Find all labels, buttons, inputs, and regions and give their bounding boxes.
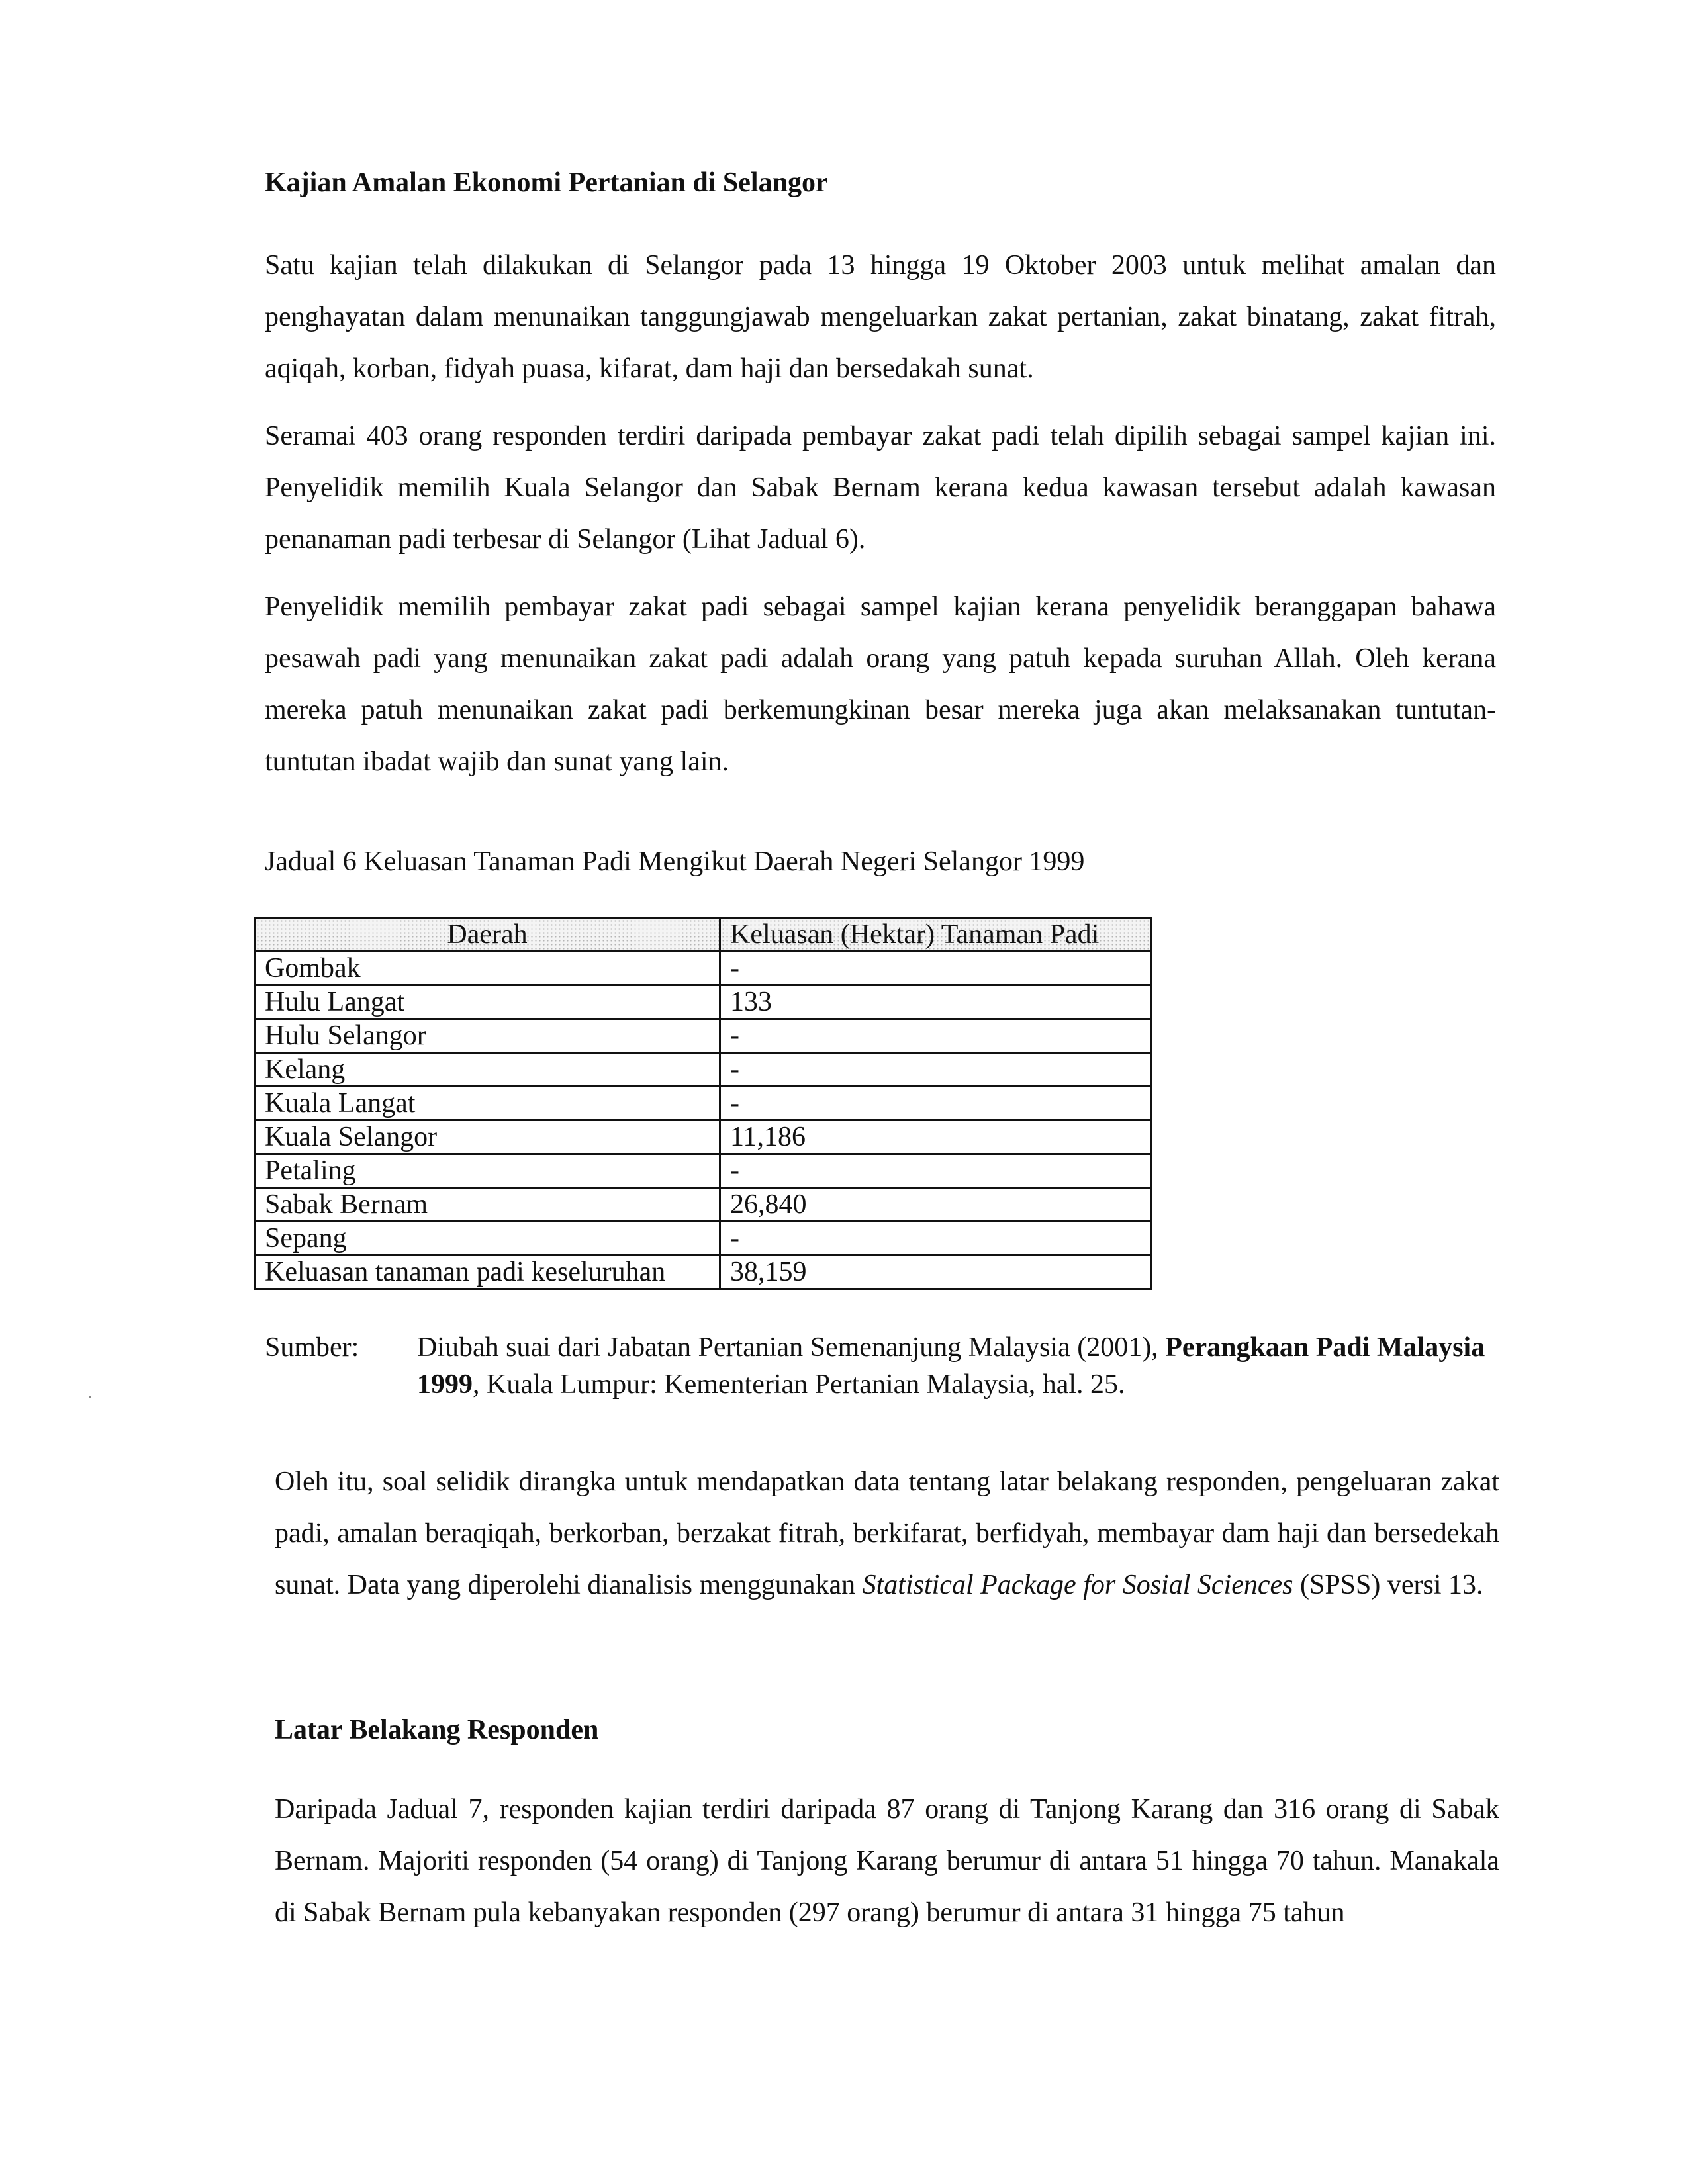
table-row <box>255 1019 1151 1053</box>
district-cell: Kuala Selangor <box>255 1120 720 1154</box>
column-header-area: Keluasan (Hektar) Tanaman Padi <box>720 918 1151 952</box>
area-cell: 26,840 <box>720 1188 1151 1222</box>
table-row <box>255 985 1151 1019</box>
table-header-row <box>255 918 1151 952</box>
total-label-cell: Keluasan tanaman padi keseluruhan <box>255 1255 720 1289</box>
method-text: Oleh itu, soal selidik dirangka untuk mendapatkan data tentang latar belakang responden, pengeluaran zakat padi, amalan beraqiqah, berkorban, berzakat fitrah, berkifarat, berfidyah, membayar dam haji dan bersedekah sunat. Data yang diperolehi dianalisis menggunakan <box>275 1467 1499 1600</box>
table-row <box>255 952 1151 985</box>
source-text: Diubah suai dari Jabatan Pertanian Semenanjung Malaysia (2001), <box>417 1332 1166 1363</box>
area-cell: 133 <box>720 985 1151 1019</box>
district-cell: Kelang <box>255 1053 720 1087</box>
rice-area-table <box>254 917 1152 1290</box>
area-cell: - <box>720 1019 1151 1053</box>
paragraph-respondents: Daripada Jadual 7, responden kajian terdiri daripada 87 orang di Tanjong Karang dan 316 orang di Sabak Bernam. Majoriti responden (54 orang) di Tanjong Karang berumur di antara 51 hingga 70 tahun. Manakala di Sabak Bernam pula kebanyakan responden (297 orang) berumur di antara 31 hingga 75 tahun <box>275 1794 1499 1928</box>
software-name: Statistical Package for Sosial Sciences <box>862 1570 1293 1600</box>
source-label: Sumber: <box>265 1332 359 1363</box>
area-cell: - <box>720 1087 1151 1120</box>
district-cell: Hulu Langat <box>255 985 720 1019</box>
area-cell: - <box>720 1053 1151 1087</box>
paragraph-sample: Seramai 403 orang responden terdiri daripada pembayar zakat padi telah dipilih sebagai sampel kajian ini. Penyelidik memilih Kuala Selangor dan Sabak Bernam kerana kedua kawasan tersebut adalah kawasan penanaman padi terbesar di Selangor (Lihat Jadual 6). <box>265 421 1496 555</box>
area-cell: 11,186 <box>720 1120 1151 1154</box>
document-title: Kajian Amalan Ekonomi Pertanian di Selangor <box>265 167 828 198</box>
total-value-cell: 38,159 <box>720 1255 1151 1289</box>
source-citation <box>417 1329 1509 1403</box>
paragraph-intro: Satu kajian telah dilakukan di Selangor pada 13 hingga 19 Oktober 2003 untuk melihat amalan dan penghayatan dalam menunaikan tanggungjawab mengeluarkan zakat pertanian, zakat binatang, zakat fitrah, aqiqah, korban, fidyah puasa, kifarat, dam haji dan bersedakah sunat. <box>265 250 1496 384</box>
district-cell: Sabak Bernam <box>255 1188 720 1222</box>
table-total-row <box>255 1255 1151 1289</box>
district-cell: Petaling <box>255 1154 720 1188</box>
source-text-after: , Kuala Lumpur: Kementerian Pertanian Malaysia, hal. 25. <box>473 1369 1125 1400</box>
table-row <box>255 1188 1151 1222</box>
table-caption: Jadual 6 Keluasan Tanaman Padi Mengikut Daerah Negeri Selangor 1999 <box>265 846 1085 877</box>
paragraph-method <box>275 1456 1499 1611</box>
table-row <box>255 1087 1151 1120</box>
district-cell: Kuala Langat <box>255 1087 720 1120</box>
table-row <box>255 1222 1151 1255</box>
table-row <box>255 1053 1151 1087</box>
district-cell: Hulu Selangor <box>255 1019 720 1053</box>
area-cell: - <box>720 952 1151 985</box>
paragraph-rationale: Penyelidik memilih pembayar zakat padi sebagai sampel kajian kerana penyelidik beranggapan bahawa pesawah padi yang menunaikan zakat padi adalah orang yang patuh kepada suruhan Allah. Oleh kerana mereka patuh menunaikan zakat padi berkemungkinan besar mereka juga akan melaksanakan tuntutan-tuntutan ibadat wajib dan sunat yang lain. <box>265 592 1496 777</box>
area-cell: - <box>720 1222 1151 1255</box>
section-heading: Latar Belakang Responden <box>275 1715 599 1745</box>
district-cell: Sepang <box>255 1222 720 1255</box>
column-header-district: Daerah <box>255 918 720 952</box>
table-row <box>255 1154 1151 1188</box>
district-cell: Gombak <box>255 952 720 985</box>
area-cell: - <box>720 1154 1151 1188</box>
table-row <box>255 1120 1151 1154</box>
scan-artifact <box>89 1396 91 1398</box>
method-text-after: (SPSS) versi 13. <box>1293 1570 1483 1600</box>
source-publication-title: Perangkaan Padi Malaysia 1999 <box>417 1332 1485 1400</box>
